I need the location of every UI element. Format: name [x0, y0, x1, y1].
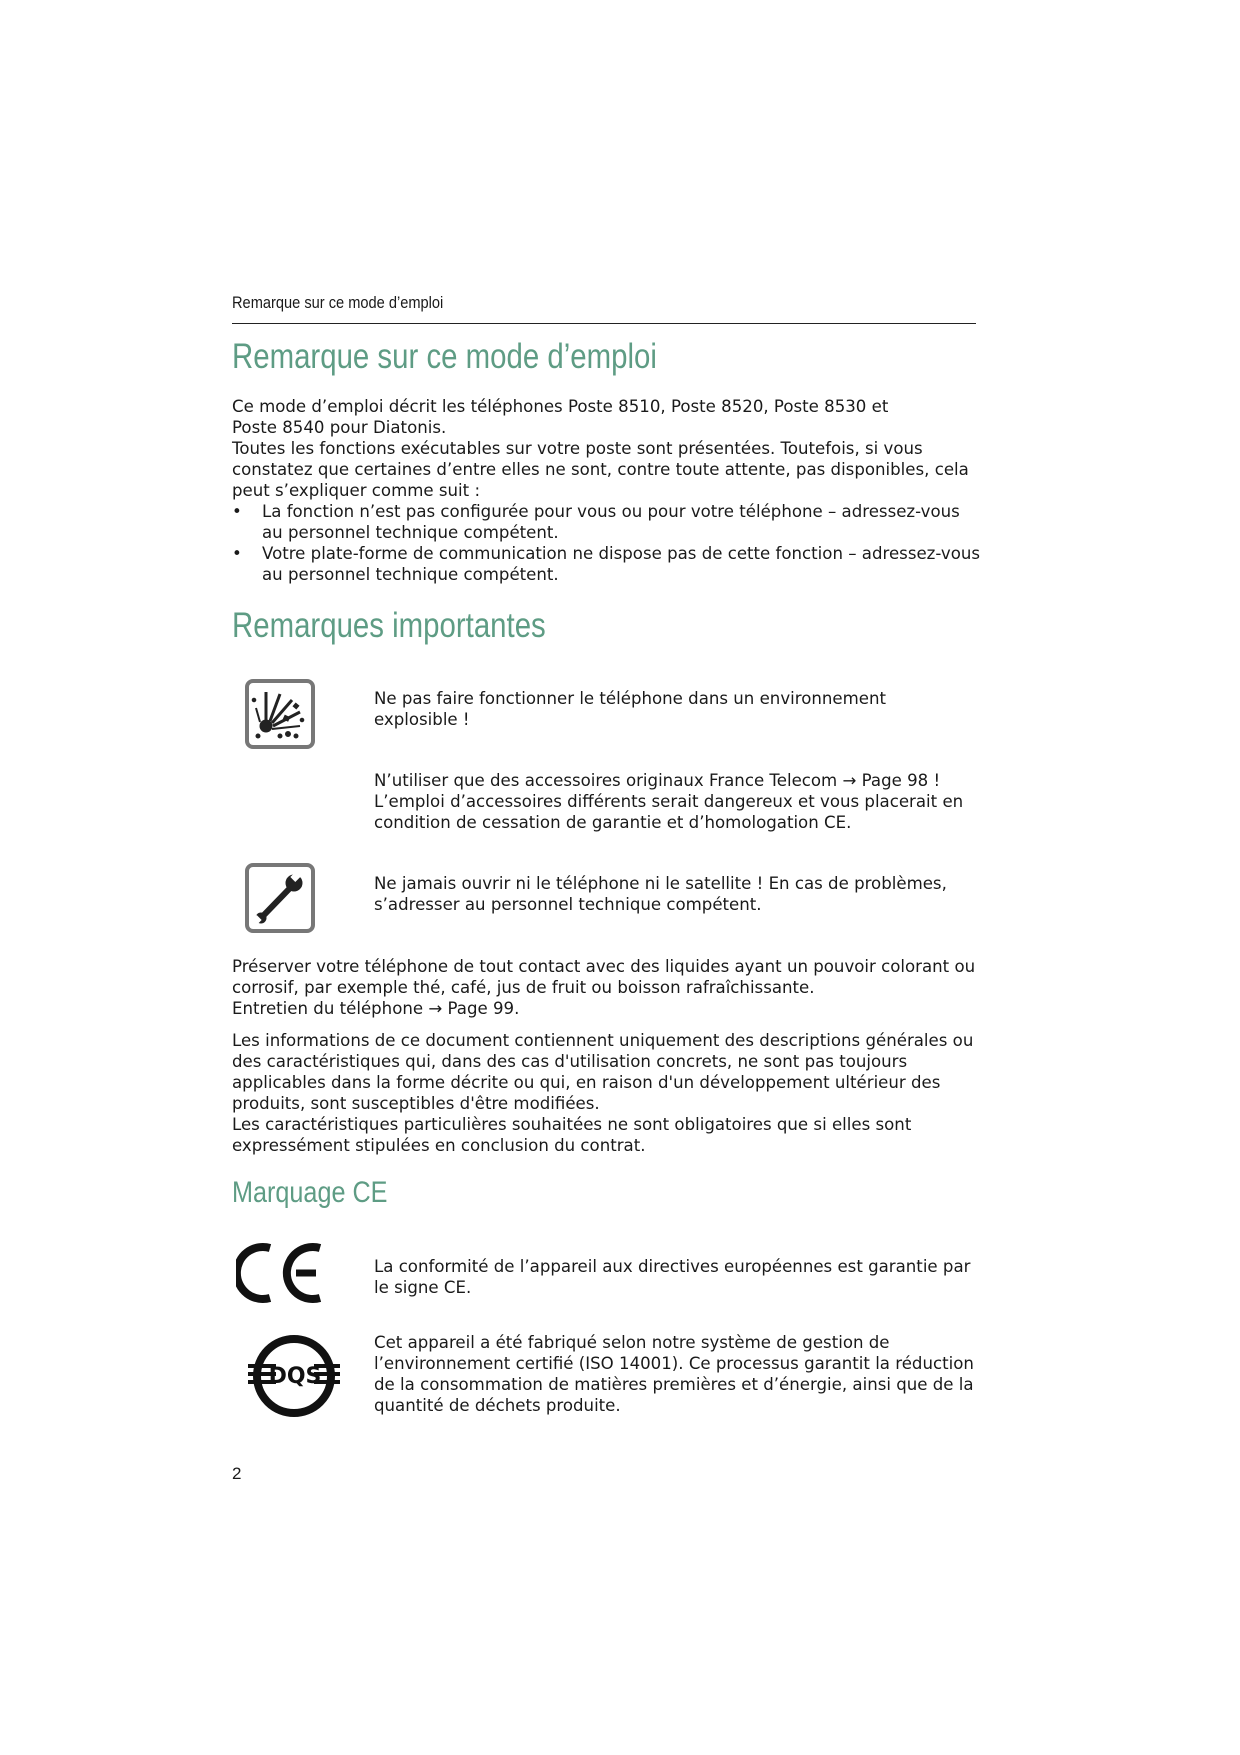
intro-block	[232, 396, 982, 585]
note-explosive-text: Ne pas faire fonctionner le téléphone dans un environnement explosible !	[374, 689, 887, 729]
info-block	[232, 1030, 982, 1156]
dqs-certification-icon	[244, 1334, 344, 1422]
list-item-text: Votre plate-forme de communication ne dispose pas de cette fonction – adressez-vous au personnel technique compétent.	[262, 544, 981, 584]
list-item-text: La fonction n’est pas configurée pour vous ou pour votre téléphone – adressez-vous au personnel technique compétent.	[262, 502, 960, 542]
ce-mark-icon	[236, 1240, 324, 1310]
note-open-device	[374, 873, 974, 915]
header-rule	[232, 323, 976, 324]
running-header: Remarque sur ce mode d’emploi	[232, 293, 444, 312]
care-reference: Entretien du téléphone → Page 99.	[232, 999, 520, 1018]
liquids-block	[232, 956, 982, 1019]
note-open-device-text: Ne jamais ouvrir ni le téléphone ni le satellite ! En cas de problèmes, s’adresser au personnel technique compétent.	[374, 874, 947, 914]
info-paragraph: Les informations de ce document contiennent uniquement des descriptions générales ou des caractéristiques qui, dans des cas d'utilisation concrets, ne sont pas toujours applicables dans la forme décrite ou qui, en raison d'un développement ultérieur des produits, sont susceptibles d'être modifiées.	[232, 1031, 974, 1113]
intro-paragraph: Toutes les fonctions exécutables sur votre poste sont présentées. Toutefois, si vous constatez que certaines d’entre elles ne sont, contre toute attente, pas disponibles, cela peut s’expliquer comme suit :	[232, 439, 969, 500]
ce-conformity-text: La conformité de l’appareil aux directives européennes est garantie par le signe CE.	[374, 1257, 971, 1297]
intro-line-1: Ce mode d’emploi décrit les téléphones Poste 8510, Poste 8520, Poste 8530 et	[232, 397, 889, 416]
note-explosive	[374, 688, 974, 730]
note-accessories	[374, 770, 978, 833]
liquids-paragraph: Préserver votre téléphone de tout contact avec des liquides ayant un pouvoir colorant ou corrosif, par exemple thé, café, jus de fruit ou boisson rafraîchissante.	[232, 957, 976, 997]
section-title-main: Remarque sur ce mode d’emploi	[232, 337, 657, 376]
environment-certification	[374, 1332, 978, 1416]
section-title-important: Remarques importantes	[232, 606, 546, 645]
list-item	[232, 501, 982, 543]
explosion-warning-icon	[244, 678, 316, 754]
note-accessories-line-2: L’emploi d’accessoires différents serait dangereux et vous placerait en condition de cessation de garantie et d’homologation CE.	[374, 792, 964, 832]
contract-paragraph: Les caractéristiques particulières souhaitées ne sont obligatoires que si elles sont expressément stipulées en conclusion du contrat.	[232, 1115, 912, 1155]
reason-list	[232, 501, 982, 585]
bullet-icon: •	[232, 544, 242, 563]
page-number: 2	[232, 1464, 242, 1483]
section-title-ce: Marquage CE	[232, 1176, 388, 1209]
bullet-icon: •	[232, 502, 242, 521]
list-item	[232, 543, 982, 585]
wrench-icon	[244, 862, 316, 938]
intro-line-2: Poste 8540 pour Diatonis.	[232, 418, 447, 437]
environment-certification-text: Cet appareil a été fabriqué selon notre système de gestion de l’environnement certifié (ISO 14001). Ce processus garantit la réduction de la consommation de matières premières et d’énergie, ainsi que de la quantité de déchets produite.	[374, 1333, 974, 1415]
svg-text:DQS: DQS	[268, 1364, 322, 1389]
ce-conformity	[374, 1256, 978, 1298]
note-accessories-line-1: N’utiliser que des accessoires originaux France Telecom → Page 98 !	[374, 771, 941, 790]
